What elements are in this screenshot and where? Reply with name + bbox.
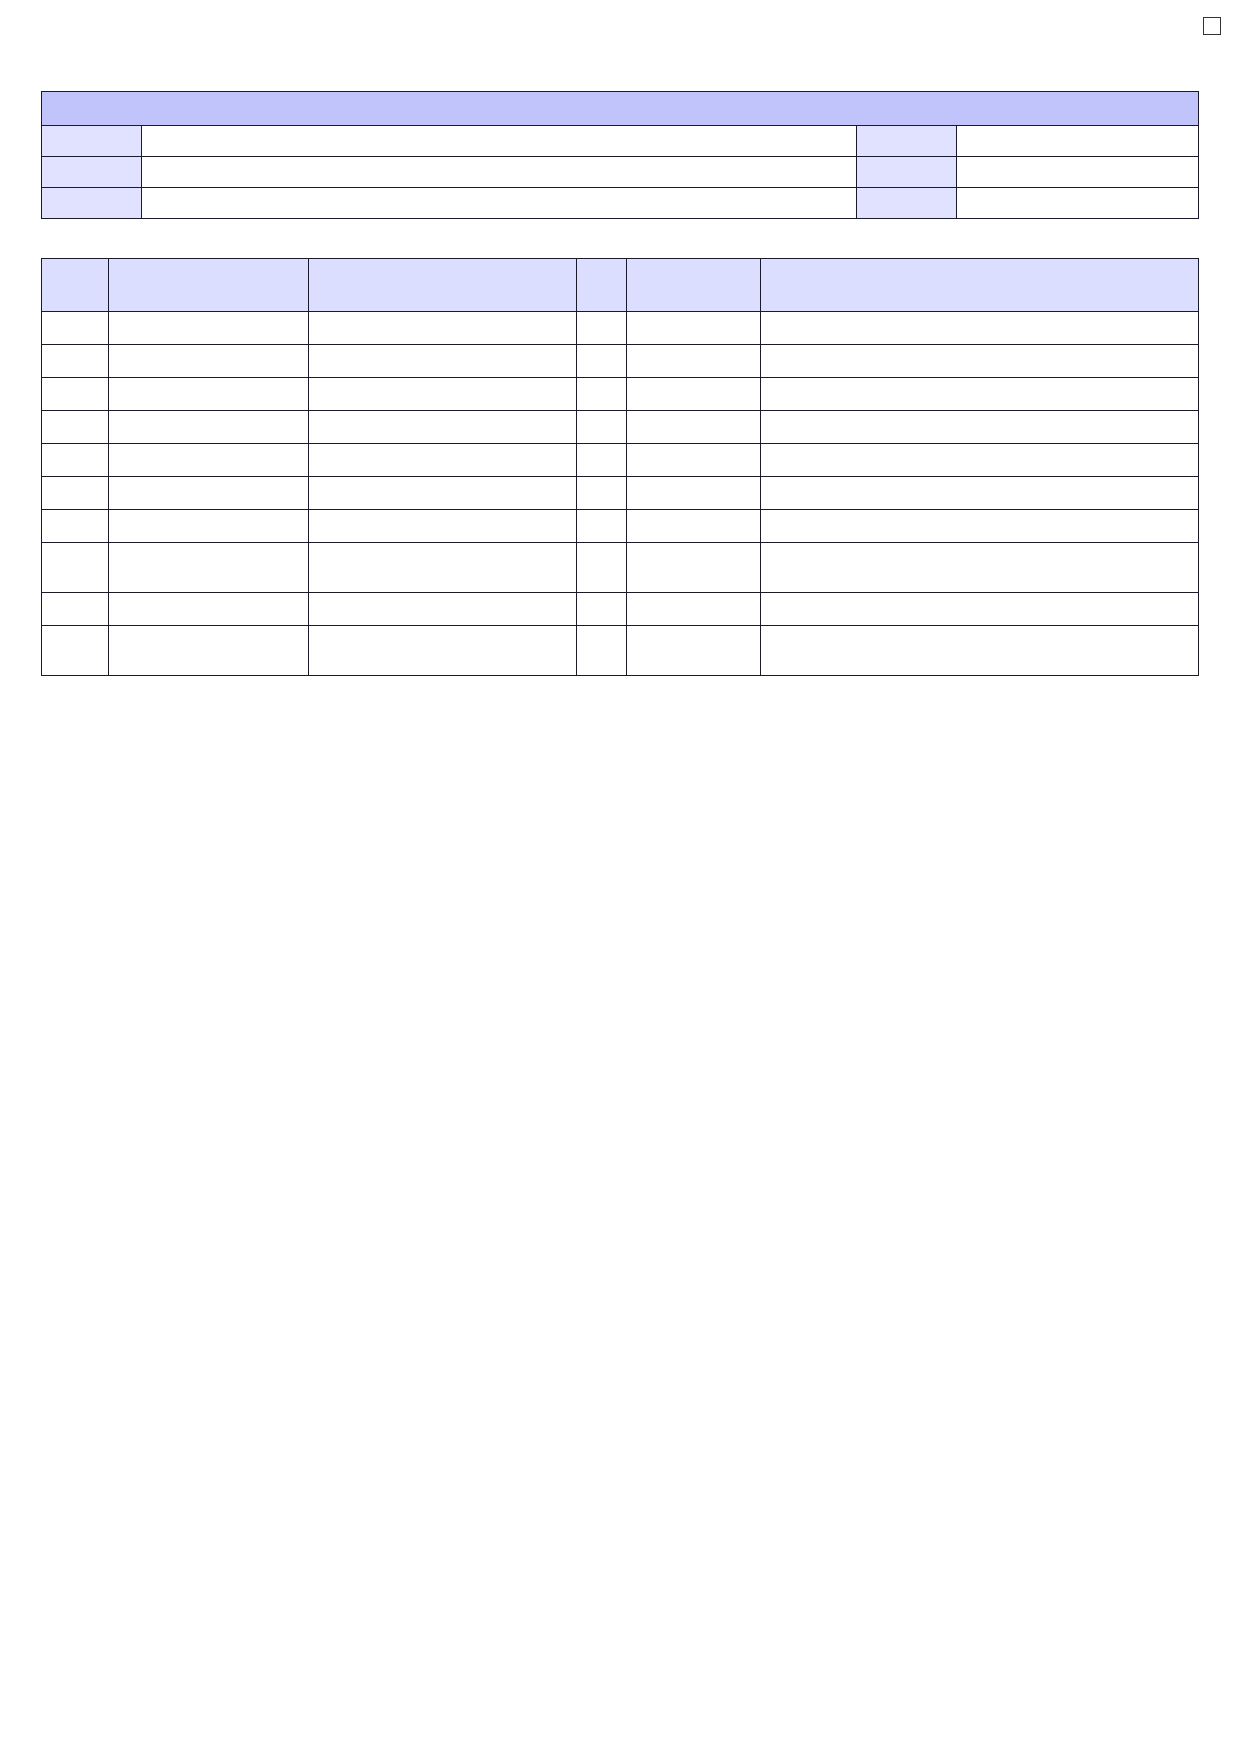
table-row: [42, 593, 1199, 626]
table-row: [42, 312, 1199, 345]
info-label: [42, 188, 142, 219]
cell-qty: [577, 510, 627, 543]
cell-no: [42, 626, 109, 676]
page-number-box: [1203, 17, 1221, 35]
items-table: [41, 258, 1199, 676]
info-label: [857, 157, 957, 188]
cell-name: [309, 626, 577, 676]
cell-name: [309, 593, 577, 626]
cell-amount: [627, 543, 761, 593]
cell-name: [309, 477, 577, 510]
cell-code: [109, 345, 309, 378]
cell-amount: [627, 345, 761, 378]
table-row: [42, 543, 1199, 593]
header-name: [309, 259, 577, 312]
cell-amount: [627, 593, 761, 626]
cell-amount: [627, 411, 761, 444]
cell-remarks: [761, 444, 1199, 477]
cell-remarks: [761, 510, 1199, 543]
table-row: [42, 411, 1199, 444]
header-no: [42, 259, 109, 312]
cell-name: [309, 411, 577, 444]
cell-qty: [577, 477, 627, 510]
cell-amount: [627, 626, 761, 676]
cell-no: [42, 345, 109, 378]
header-code: [109, 259, 309, 312]
cell-qty: [577, 593, 627, 626]
header-remarks: [761, 259, 1199, 312]
cell-no: [42, 378, 109, 411]
table-row: [42, 378, 1199, 411]
cell-name: [309, 510, 577, 543]
cell-remarks: [761, 345, 1199, 378]
info-value: [142, 157, 857, 188]
cell-amount: [627, 312, 761, 345]
cell-code: [109, 593, 309, 626]
table-row: [42, 345, 1199, 378]
info-value: [957, 188, 1199, 219]
info-value: [142, 126, 857, 157]
cell-name: [309, 444, 577, 477]
info-label: [42, 126, 142, 157]
cell-code: [109, 411, 309, 444]
cell-amount: [627, 510, 761, 543]
cell-code: [109, 378, 309, 411]
cell-qty: [577, 345, 627, 378]
cell-qty: [577, 626, 627, 676]
cell-name: [309, 543, 577, 593]
cell-no: [42, 510, 109, 543]
cell-remarks: [761, 593, 1199, 626]
cell-code: [109, 626, 309, 676]
table-row: [42, 510, 1199, 543]
info-label: [857, 188, 957, 219]
cell-code: [109, 543, 309, 593]
table-row: [42, 444, 1199, 477]
cell-amount: [627, 477, 761, 510]
cell-remarks: [761, 312, 1199, 345]
table-row: [42, 626, 1199, 676]
cell-remarks: [761, 411, 1199, 444]
table-row: [42, 477, 1199, 510]
cell-amount: [627, 378, 761, 411]
cell-qty: [577, 444, 627, 477]
cell-code: [109, 477, 309, 510]
cell-no: [42, 444, 109, 477]
cell-remarks: [761, 543, 1199, 593]
cell-name: [309, 312, 577, 345]
info-value: [957, 126, 1199, 157]
info-table: [41, 91, 1199, 219]
cell-no: [42, 543, 109, 593]
cell-no: [42, 477, 109, 510]
cell-no: [42, 411, 109, 444]
cell-code: [109, 510, 309, 543]
header-amount: [627, 259, 761, 312]
cell-remarks: [761, 378, 1199, 411]
cell-code: [109, 312, 309, 345]
info-label: [42, 157, 142, 188]
cell-name: [309, 345, 577, 378]
cell-amount: [627, 444, 761, 477]
info-label: [857, 126, 957, 157]
cell-no: [42, 593, 109, 626]
info-value: [957, 157, 1199, 188]
cell-no: [42, 312, 109, 345]
header-qty: [577, 259, 627, 312]
cell-remarks: [761, 626, 1199, 676]
info-value: [142, 188, 857, 219]
info-table-title: [42, 92, 1199, 126]
cell-qty: [577, 543, 627, 593]
cell-remarks: [761, 477, 1199, 510]
cell-qty: [577, 312, 627, 345]
cell-code: [109, 444, 309, 477]
cell-qty: [577, 378, 627, 411]
cell-qty: [577, 411, 627, 444]
cell-name: [309, 378, 577, 411]
